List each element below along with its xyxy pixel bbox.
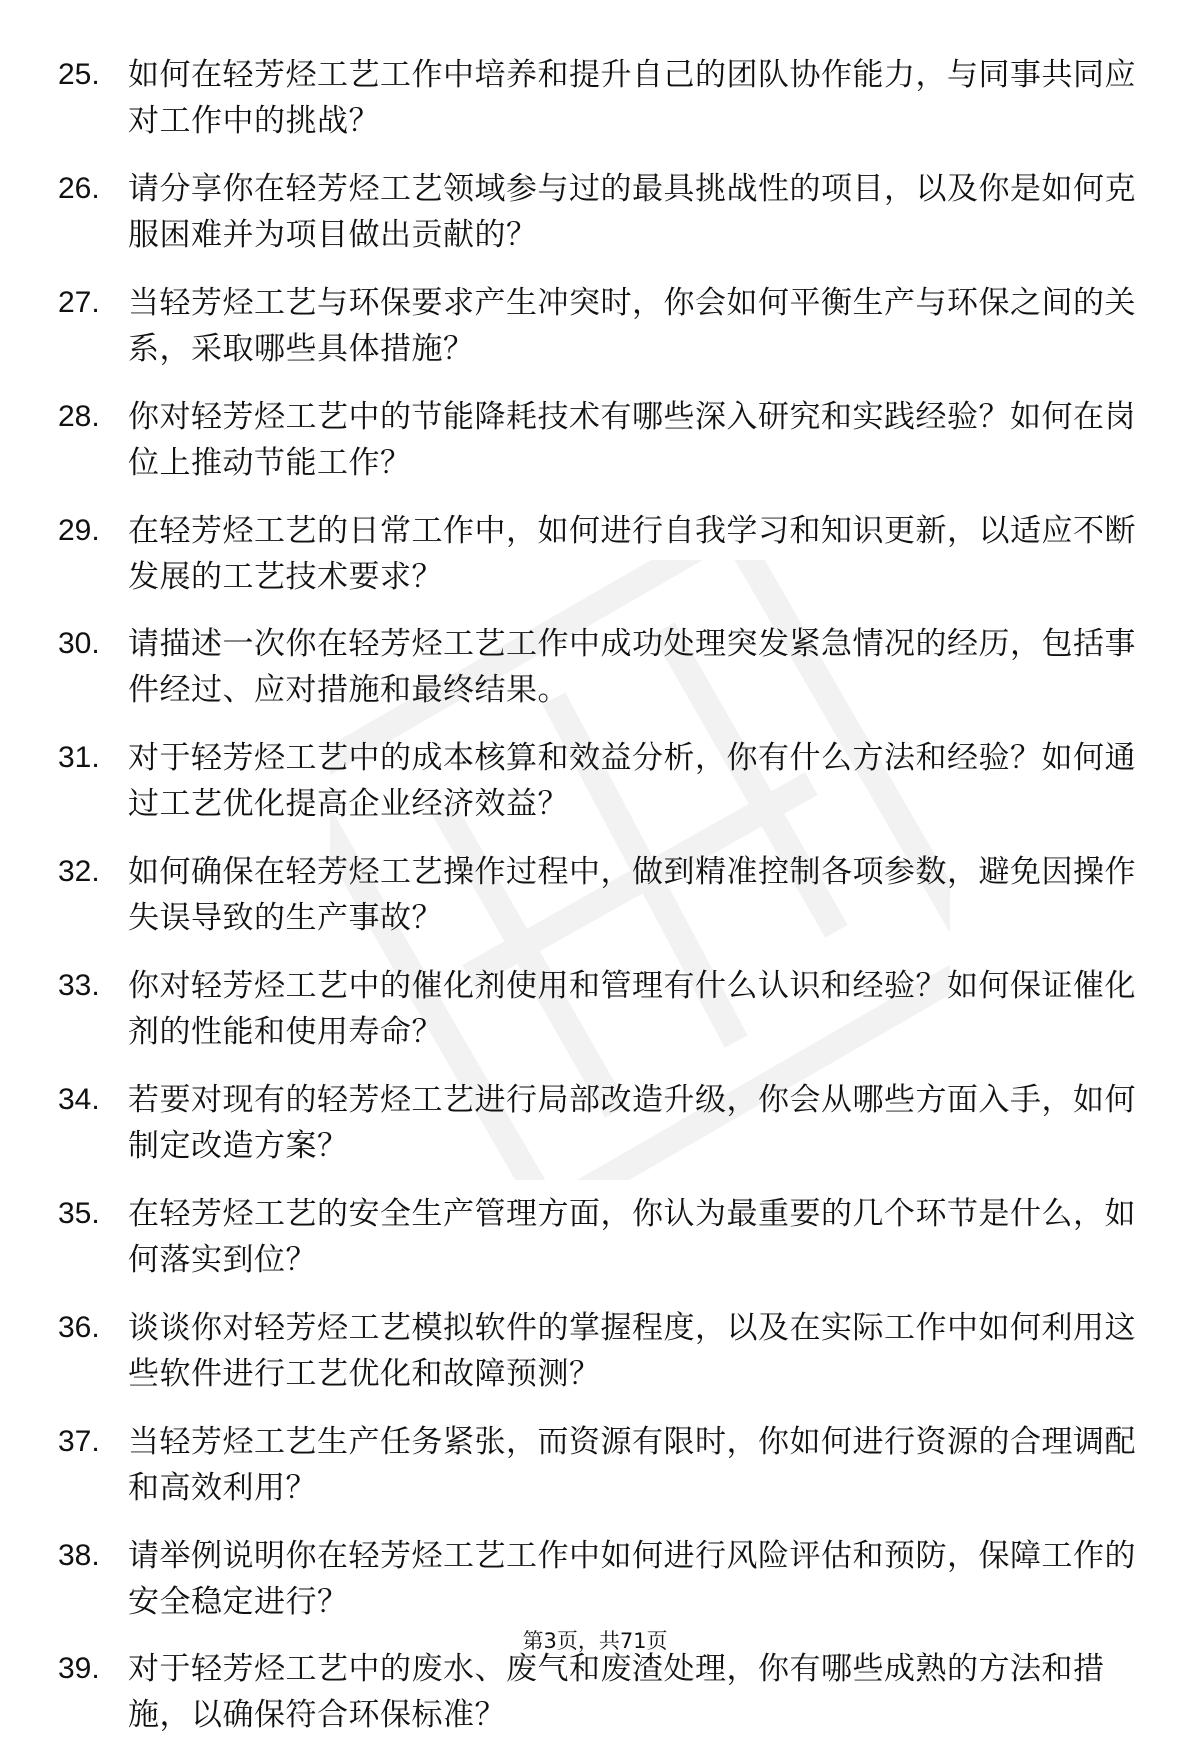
list-item [58, 1533, 1138, 1625]
question-text: 你对轻芳烃工艺中的催化剂使用和管理有什么认识和经验？如何保证催化剂的性能和使用寿命？ [128, 968, 1136, 1051]
question-list [58, 52, 1138, 1760]
question-text: 在轻芳烃工艺的日常工作中，如何进行自我学习和知识更新，以适应不断发展的工艺技术要求？ [128, 512, 1136, 595]
list-item [58, 1191, 1138, 1283]
question-number: 36. [58, 1310, 100, 1344]
list-item [58, 1646, 1138, 1738]
list-item [58, 621, 1138, 713]
question-number: 39. [58, 1652, 100, 1686]
list-item [58, 280, 1138, 372]
list-item [58, 394, 1138, 486]
question-number: 34. [58, 1083, 100, 1117]
question-text: 你对轻芳烃工艺中的节能降耗技术有哪些深入研究和实践经验？如何在岗位上推动节能工作？ [128, 398, 1136, 481]
list-item [58, 1419, 1138, 1511]
question-number: 32. [58, 855, 100, 889]
question-number: 30. [58, 627, 100, 661]
question-text: 当轻芳烃工艺生产任务紧张，而资源有限时，你如何进行资源的合理调配和高效利用？ [128, 1423, 1136, 1506]
question-text: 请描述一次你在轻芳烃工艺工作中成功处理突发紧急情况的经历，包括事件经过、应对措施和最终结果。 [128, 626, 1136, 709]
question-text: 对于轻芳烃工艺中的废水、废气和废渣处理，你有哪些成熟的方法和措施，以确保符合环保标准？ [128, 1651, 1105, 1734]
question-number: 33. [58, 969, 100, 1003]
question-number: 27. [58, 285, 100, 319]
question-number: 35. [58, 1196, 100, 1230]
question-text: 对于轻芳烃工艺中的成本核算和效益分析，你有什么方法和经验？如何通过工艺优化提高企业经济效益？ [128, 740, 1136, 823]
list-item [58, 508, 1138, 600]
question-text: 如何在轻芳烃工艺工作中培养和提升自己的团队协作能力，与同事共同应对工作中的挑战？ [128, 57, 1136, 139]
question-number: 38. [58, 1538, 100, 1572]
question-text: 请举例说明你在轻芳烃工艺工作中如何进行风险评估和预防，保障工作的安全稳定进行？ [128, 1537, 1136, 1620]
question-text: 谈谈你对轻芳烃工艺模拟软件的掌握程度，以及在实际工作中如何利用这些软件进行工艺优化和故障预测？ [128, 1309, 1136, 1392]
question-text: 请分享你在轻芳烃工艺领域参与过的最具挑战性的项目，以及你是如何克服困难并为项目做出贡献的？ [128, 170, 1136, 253]
question-text: 在轻芳烃工艺的安全生产管理方面，你认为最重要的几个环节是什么，如何落实到位？ [128, 1195, 1136, 1278]
question-number: 31. [58, 741, 100, 775]
list-item [58, 52, 1138, 144]
question-text: 如何确保在轻芳烃工艺操作过程中，做到精准控制各项参数，避免因操作失误导致的生产事故？ [128, 854, 1136, 937]
list-item [58, 963, 1138, 1055]
list-item [58, 1077, 1138, 1169]
list-item [58, 849, 1138, 941]
question-number: 29. [58, 513, 100, 547]
list-item [58, 166, 1138, 258]
question-number: 26. [58, 171, 100, 205]
question-number: 37. [58, 1424, 100, 1458]
list-item [58, 735, 1138, 827]
question-text: 若要对现有的轻芳烃工艺进行局部改造升级，你会从哪些方面入手，如何制定改造方案？ [128, 1082, 1136, 1165]
question-text: 当轻芳烃工艺与环保要求产生冲突时，你会如何平衡生产与环保之间的关系，采取哪些具体措施？ [128, 284, 1136, 367]
list-item [58, 1305, 1138, 1397]
question-number: 25. [58, 58, 100, 91]
question-number: 28. [58, 399, 100, 433]
page-footer: 第3页，共71页 [522, 1629, 668, 1653]
